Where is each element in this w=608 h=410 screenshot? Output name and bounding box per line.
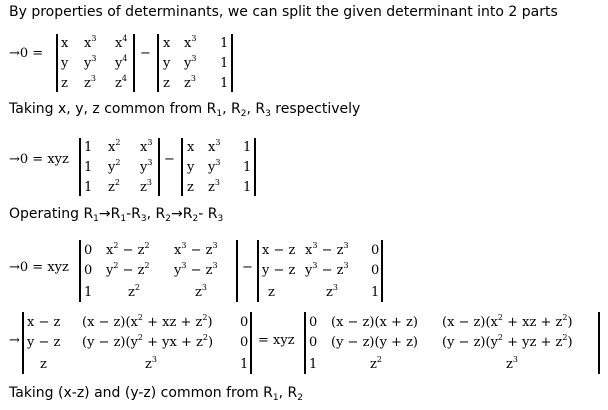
cell: $y^3$ xyxy=(140,158,153,175)
cell: $z^3$ xyxy=(506,355,518,372)
cell: $x^3$ xyxy=(184,34,197,51)
equals-xyz: = xyz xyxy=(258,333,295,348)
cell: 0 xyxy=(309,335,318,350)
minus-sign: − xyxy=(164,152,175,167)
cell: $z^2$ xyxy=(370,355,382,372)
cell: 0 xyxy=(309,315,318,330)
cell: x − z xyxy=(27,315,61,330)
cell: $x^3$ xyxy=(84,34,97,51)
cell: 0 xyxy=(240,335,249,350)
cell: 1 xyxy=(243,140,252,155)
cell: x xyxy=(187,140,195,155)
det-bar xyxy=(158,138,160,196)
cell: $z^2$ xyxy=(128,283,140,300)
cell: $x^3 - z^3$ xyxy=(174,241,218,258)
det-bar xyxy=(254,138,256,196)
cell: $y^3 - z^3$ xyxy=(174,261,218,278)
cell: 0 xyxy=(84,243,93,258)
eq3-lhs: →0 = xyz xyxy=(9,260,69,275)
det-bar xyxy=(381,240,383,302)
cell: $(x - z)(x^2$ + xz + $z^2$) xyxy=(82,313,213,330)
cell: y xyxy=(163,56,171,71)
cell: $x^2 - z^2$ xyxy=(106,241,150,258)
eq4-lhs: → xyxy=(9,333,20,348)
cell: $z^3$ xyxy=(184,74,196,91)
cell: 1 xyxy=(243,180,252,195)
cell: $(y - z)(y^2$ + yz + $z^2$) xyxy=(442,333,573,350)
cell: (y − z)(y + z) xyxy=(331,335,418,350)
step-text-1: Taking x, y, z common from $R_1$, $R_2$, $R_3$ respectively xyxy=(9,101,361,119)
det-bar xyxy=(250,312,252,374)
det-bar xyxy=(231,34,233,92)
cell: $z^3$ xyxy=(208,178,220,195)
det-bar xyxy=(181,138,183,196)
cell: $x^4$ xyxy=(115,34,128,51)
eq2-lhs: →0 = xyz xyxy=(9,152,69,167)
det-bar xyxy=(257,240,259,302)
cell: x − z xyxy=(262,243,296,258)
cell: $y^4$ xyxy=(115,54,128,71)
cell: $x^3$ xyxy=(140,138,153,155)
minus-sign: − xyxy=(140,46,151,61)
cell: $x^3 - z^3$ xyxy=(305,241,349,258)
cell: x xyxy=(163,36,171,51)
cell: $z^3$ xyxy=(145,355,157,372)
det-bar xyxy=(133,34,135,92)
minus-sign: − xyxy=(242,260,253,275)
cell: $z^3$ xyxy=(326,283,338,300)
cell: $y^3$ xyxy=(184,54,197,71)
det-bar xyxy=(598,312,600,374)
cell: $y^3 - z^3$ xyxy=(305,261,349,278)
cell: 0 xyxy=(371,243,380,258)
cell: $y^2 - z^2$ xyxy=(106,261,150,278)
det-bar xyxy=(157,34,159,92)
cell: $x^3$ xyxy=(208,138,221,155)
cell: 0 xyxy=(240,315,249,330)
cell: $y^2$ xyxy=(108,158,121,175)
cell: x xyxy=(61,36,69,51)
cell: $z^3$ xyxy=(195,283,207,300)
cell: y xyxy=(61,56,69,71)
cell: $z^3$ xyxy=(140,178,152,195)
cell: $x^2$ xyxy=(108,138,121,155)
cell: 1 xyxy=(84,285,93,300)
cell: 1 xyxy=(371,285,380,300)
cell: y − z xyxy=(262,263,296,278)
cell: (x − z)(x + z) xyxy=(331,315,418,330)
cell: y − z xyxy=(27,335,61,350)
cell: z xyxy=(187,180,194,195)
cell: $z^2$ xyxy=(108,178,120,195)
cell: 1 xyxy=(220,76,229,91)
cell: 1 xyxy=(220,36,229,51)
cell: 1 xyxy=(240,357,249,372)
step-text-2: Operating $R_1\to R_1-R_3$, $R_2\to R_2-$ $R_3$ xyxy=(9,206,224,224)
cell: $y^3$ xyxy=(84,54,97,71)
cell: $(y - z)(y^2$ + yx + $z^2$) xyxy=(82,333,214,350)
det-bar xyxy=(304,312,306,374)
cell: $z^3$ xyxy=(84,74,96,91)
cell: y xyxy=(187,160,195,175)
cell: z xyxy=(40,357,47,372)
det-bar xyxy=(79,138,81,196)
step-text-3: Taking (x-z) and (y-z) common from $R_1$, $R_2$ xyxy=(9,385,303,403)
cell: z xyxy=(61,76,68,91)
cell: $z^4$ xyxy=(115,74,127,91)
intro-text: By properties of determinants, we can split the given determinant into 2 parts xyxy=(9,4,558,20)
det-bar xyxy=(79,240,81,302)
cell: 1 xyxy=(84,180,93,195)
cell: 1 xyxy=(84,160,93,175)
eq1-lhs: →0 = xyxy=(9,46,44,61)
cell: 0 xyxy=(84,263,93,278)
det-bar xyxy=(236,240,238,302)
cell: $(x - z)(x^2$ + xz + $z^2$) xyxy=(442,313,573,330)
cell: 1 xyxy=(309,357,318,372)
det-bar xyxy=(22,312,24,374)
det-bar xyxy=(56,34,58,92)
cell: 0 xyxy=(371,263,380,278)
cell: z xyxy=(163,76,170,91)
cell: 1 xyxy=(243,160,252,175)
cell: z xyxy=(268,285,275,300)
cell: 1 xyxy=(220,56,229,71)
cell: 1 xyxy=(84,140,93,155)
cell: $y^3$ xyxy=(208,158,221,175)
